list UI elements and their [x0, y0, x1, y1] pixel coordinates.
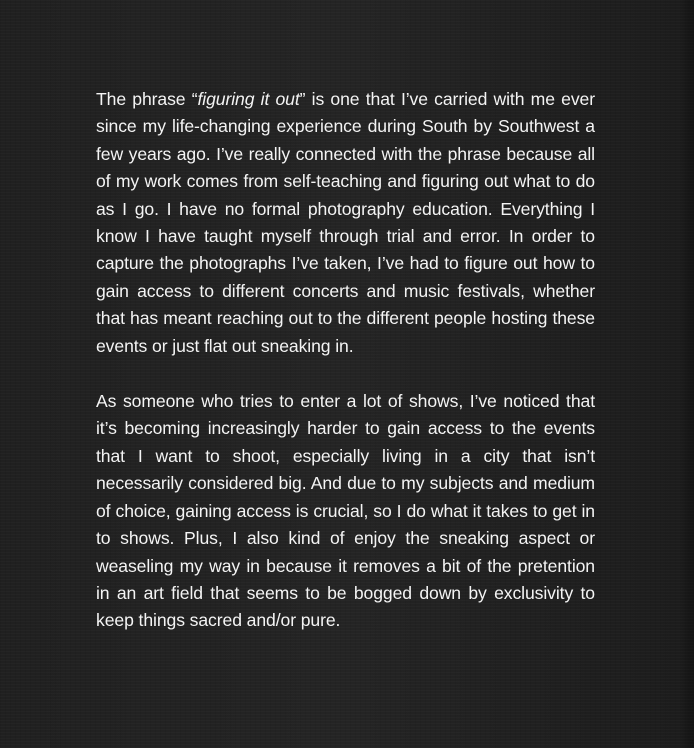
figuring-it-out-emphasis: figuring it out [197, 89, 300, 109]
paragraph-2: As someone who tries to enter a lot of shows, I’ve noticed that it’s becoming increasingly harder to gain access to the events that I want to shoot, especially living in a city that isn’t necessarily considered big. And due to my subjects and medium of choice, gaining access is crucial, so I do what it takes to get in to shows. Plus, I also kind of enjoy the sneaking aspect or weaseling my way in because it removes a bit of the pretention in an art field that seems to be bogged down by exclusivity to keep things sacred and/or pure. [96, 391, 595, 631]
page-edge-shadow [680, 0, 694, 748]
paragraph-1 [96, 86, 595, 360]
paragraph-1-rest: ” is one that I’ve carried with me ever since my life-changing experience during South by Southwest a few years ago. I’ve really connected with the phrase because all of my work comes from self-teaching and figuring out what to do as I go. I have no formal photography education. Everything I know I have taught myself through trial and error. In order to capture the photographs I’ve taken, I’ve had to figure out how to gain access to different concerts and music festivals, whether that has meant reaching out to the different people hosting these events or just flat out sneaking in. [96, 89, 595, 356]
body-text [96, 86, 595, 635]
paragraph-1-lead: The phrase “ [96, 89, 198, 109]
